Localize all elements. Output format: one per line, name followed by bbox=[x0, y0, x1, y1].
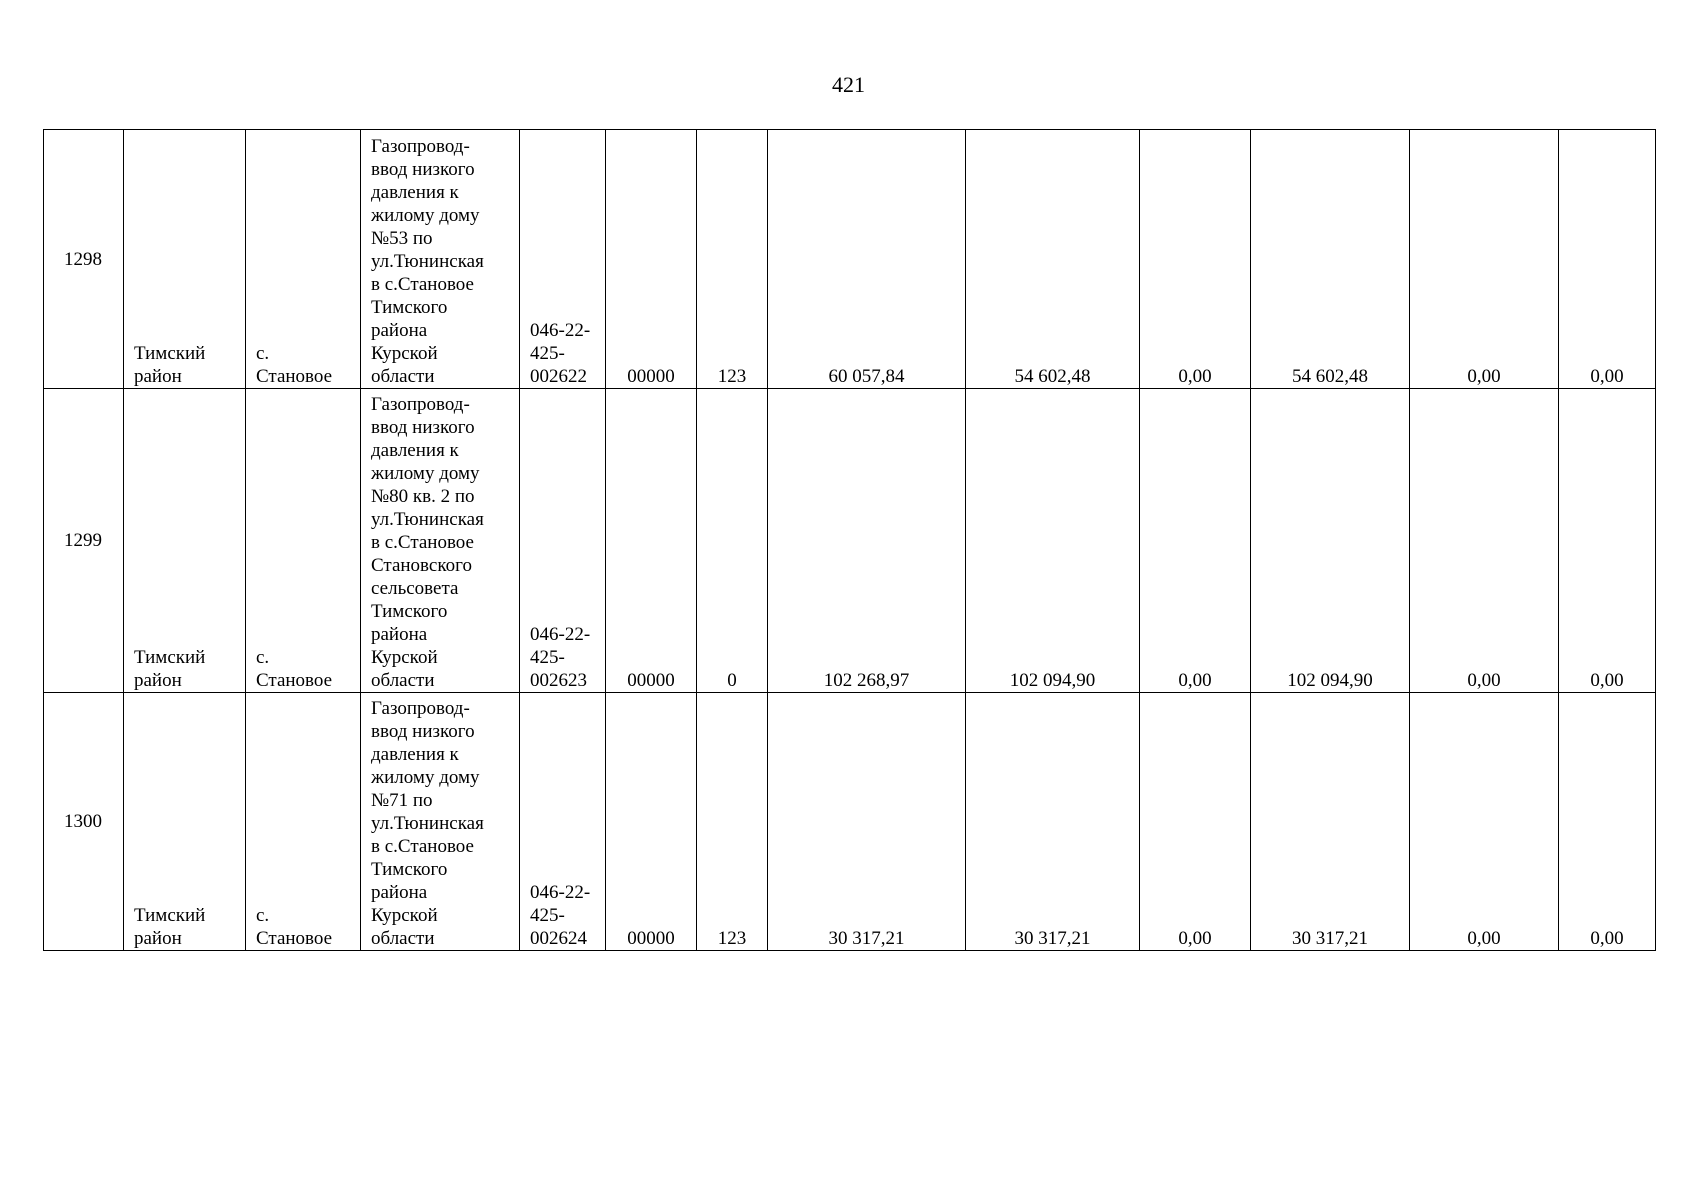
value-b-cell: 0,00 bbox=[1140, 389, 1251, 693]
object-name-cell: Газопровод- ввод низкого давления к жилому дому №80 кв. 2 по ул.Тюнинская в с.Становое Становского сельсовета Тимского района Курской области bbox=[361, 389, 520, 693]
locality-cell: с. Становое bbox=[246, 389, 361, 693]
value-a-cell: 102 094,90 bbox=[966, 389, 1140, 693]
registry-table bbox=[43, 129, 1656, 951]
row-number: 1300 bbox=[44, 693, 124, 951]
table-row bbox=[44, 693, 1656, 951]
object-name-cell: Газопровод- ввод низкого давления к жилому дому №53 по ул.Тюнинская в с.Становое Тимского района Курской области bbox=[361, 130, 520, 389]
value-a-cell: 54 602,48 bbox=[966, 130, 1140, 389]
locality-cell: с. Становое bbox=[246, 130, 361, 389]
cadastral-cell: 046-22- 425- 002622 bbox=[520, 130, 606, 389]
value-b-cell: 0,00 bbox=[1140, 130, 1251, 389]
cadastral-cell: 046-22- 425- 002624 bbox=[520, 693, 606, 951]
value-c-cell: 54 602,48 bbox=[1251, 130, 1410, 389]
length-cell: 0 bbox=[697, 389, 768, 693]
table-row bbox=[44, 389, 1656, 693]
code-cell: 00000 bbox=[606, 130, 697, 389]
row-number: 1298 bbox=[44, 130, 124, 389]
value-d-cell: 0,00 bbox=[1410, 389, 1559, 693]
district-cell: Тимский район bbox=[124, 389, 246, 693]
value-e-cell: 0,00 bbox=[1559, 389, 1656, 693]
value-d-cell: 0,00 bbox=[1410, 130, 1559, 389]
value-c-cell: 30 317,21 bbox=[1251, 693, 1410, 951]
value-d-cell: 0,00 bbox=[1410, 693, 1559, 951]
initial-cost-cell: 30 317,21 bbox=[768, 693, 966, 951]
initial-cost-cell: 102 268,97 bbox=[768, 389, 966, 693]
length-cell: 123 bbox=[697, 693, 768, 951]
district-cell: Тимский район bbox=[124, 693, 246, 951]
value-e-cell: 0,00 bbox=[1559, 693, 1656, 951]
value-b-cell: 0,00 bbox=[1140, 693, 1251, 951]
code-cell: 00000 bbox=[606, 389, 697, 693]
table-row bbox=[44, 130, 1656, 389]
value-e-cell: 0,00 bbox=[1559, 130, 1656, 389]
value-a-cell: 30 317,21 bbox=[966, 693, 1140, 951]
initial-cost-cell: 60 057,84 bbox=[768, 130, 966, 389]
object-name-cell: Газопровод- ввод низкого давления к жилому дому №71 по ул.Тюнинская в с.Становое Тимского района Курской области bbox=[361, 693, 520, 951]
district-cell: Тимский район bbox=[124, 130, 246, 389]
length-cell: 123 bbox=[697, 130, 768, 389]
code-cell: 00000 bbox=[606, 693, 697, 951]
cadastral-cell: 046-22- 425- 002623 bbox=[520, 389, 606, 693]
page-number: 421 bbox=[832, 72, 865, 97]
value-c-cell: 102 094,90 bbox=[1251, 389, 1410, 693]
row-number: 1299 bbox=[44, 389, 124, 693]
locality-cell: с. Становое bbox=[246, 693, 361, 951]
